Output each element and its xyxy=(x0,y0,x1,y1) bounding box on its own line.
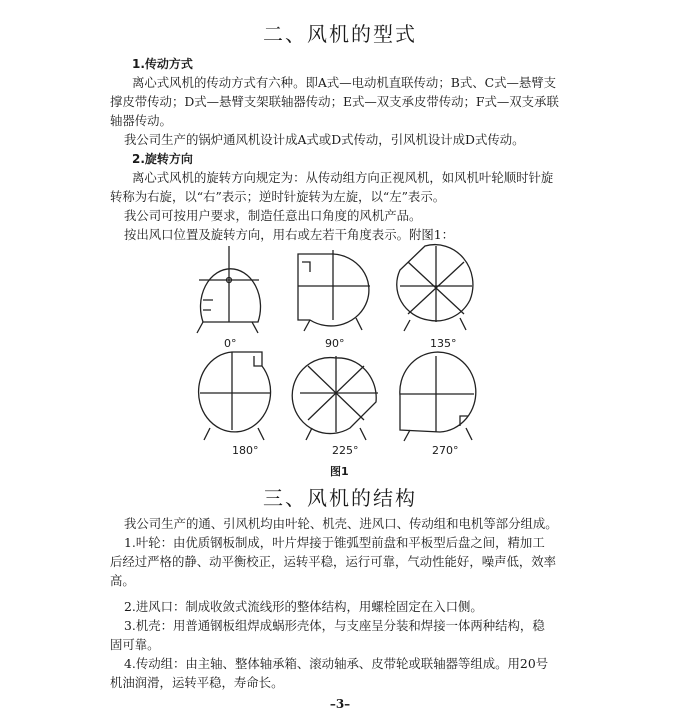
section2-sub1-heading: 1.传动方式 xyxy=(132,57,193,71)
paragraph-line: 轴器传动。 xyxy=(110,113,172,128)
fan-sketch-90 xyxy=(298,250,370,331)
paragraph-line: 转称为右旋，以“右”表示；逆时针旋转为左旋，以“左”表示。 xyxy=(110,189,446,204)
paragraph-line: 机油润滑，运转平稳，寿命长。 xyxy=(110,675,284,690)
page-number: –3– xyxy=(329,697,351,711)
angle-label-180: 180° xyxy=(232,444,259,457)
paragraph-line: 3.机壳：用普通钢板组焊成蜗形壳体，与支座呈分装和焊接一体两种结构，稳 xyxy=(124,618,545,633)
angle-label-90: 90° xyxy=(325,337,345,350)
paragraph-line: 我公司生产的通、引风机均由叶轮、机壳、进风口、传动组和电机等部分组成。 xyxy=(124,516,558,531)
fan-sketch-270 xyxy=(400,352,476,441)
figure-caption: 图1 xyxy=(330,465,349,478)
fan-sketch-0 xyxy=(197,246,261,333)
fan-sketch-135 xyxy=(397,245,473,331)
paragraph-line: 高。 xyxy=(110,573,135,588)
angle-label-225: 225° xyxy=(332,444,359,457)
fan-sketch-180 xyxy=(199,352,271,440)
paragraph-line: 后经过严格的静、动平衡校正，运转平稳，运行可靠，气动性能好，噪声低，效率 xyxy=(110,554,557,569)
paragraph-line: 4.传动组：由主轴、整体轴承箱、滚动轴承、皮带轮或联轴器等组成。用20号 xyxy=(124,656,549,671)
paragraph-line: 离心式风机的传动方式有六种。即A式—电动机直联传动；B式、C式—悬臂支 xyxy=(132,75,557,90)
section2-sub2-heading: 2.旋转方向 xyxy=(132,152,193,166)
angle-label-135: 135° xyxy=(430,337,457,350)
angle-label-0: 0° xyxy=(224,337,237,350)
paragraph-line: 我公司生产的锅炉通风机设计成A式或D式传动，引风机设计成D式传动。 xyxy=(124,132,525,147)
paragraph-line: 撑皮带传动；D式—悬臂支架联轴器传动；E式—双支承皮带传动；F式—双支承联 xyxy=(110,94,559,109)
section2-title: 二、风机的型式 xyxy=(263,22,417,46)
paragraph-line: 2.进风口：制成收敛式流线形的整体结构，用螺栓固定在入口侧。 xyxy=(124,599,483,614)
paragraph-line: 离心式风机的旋转方向规定为：从传动组方向正视风机，如风机叶轮顺时针旋 xyxy=(132,170,554,185)
paragraph-line: 按出风口位置及旋转方向，用右或左若干角度表示。附图1： xyxy=(124,227,455,242)
paragraph-line: 固可靠。 xyxy=(110,637,160,652)
paragraph-line: 我公司可按用户要求，制造任意出口角度的风机产品。 xyxy=(124,208,422,223)
section3-title: 三、风机的结构 xyxy=(263,486,417,510)
angle-label-270: 270° xyxy=(432,444,459,457)
paragraph-line: 1.叶轮：由优质钢板制成，叶片焊接于锥弧型前盘和平板型后盘之间，精加工 xyxy=(124,535,545,550)
fan-sketch-225 xyxy=(292,356,378,440)
